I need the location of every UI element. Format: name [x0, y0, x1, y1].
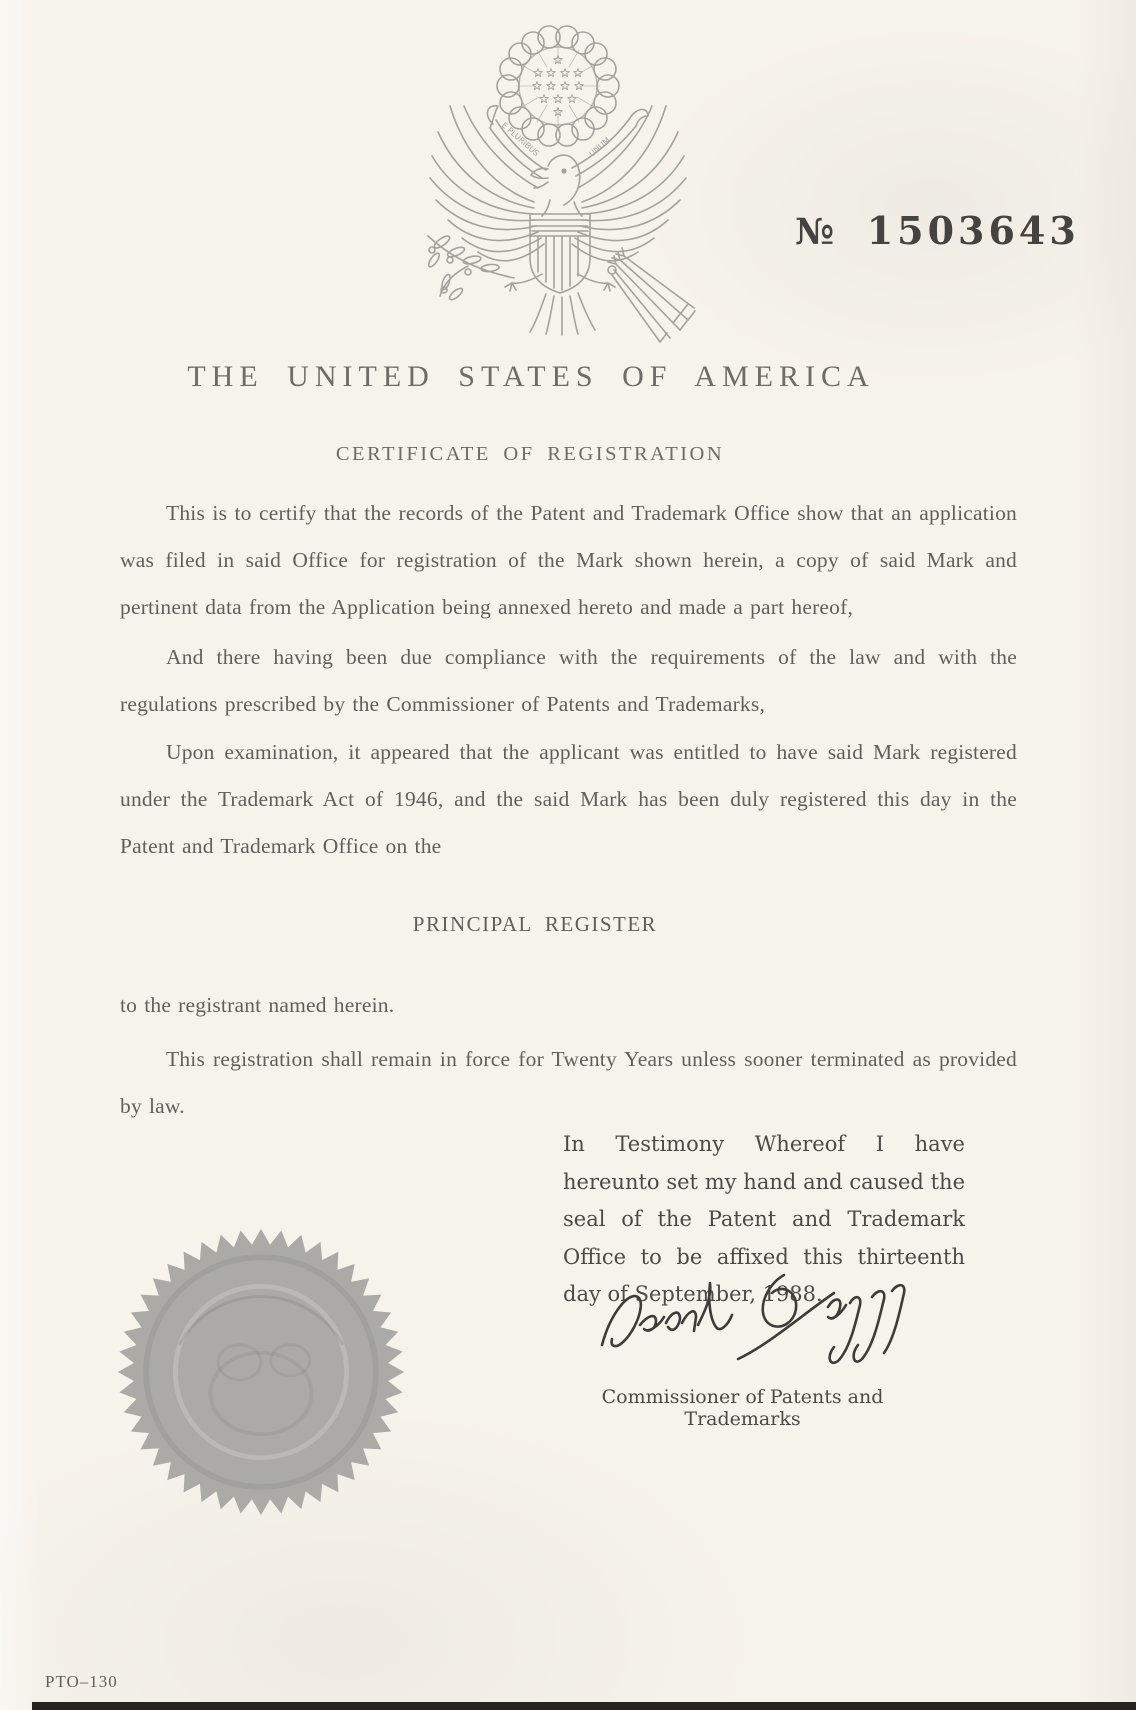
left-wing — [430, 106, 544, 261]
testimony-text: In Testimony Whereof I have hereunto set my hand and caused the seal of the Patent and Trademark Office to be affixed this thirteenth day of September, 1988. — [563, 1132, 965, 1306]
principal-register-heading: PRINCIPAL REGISTER — [412, 912, 658, 936]
eagle-emblem-icon — [398, 20, 718, 345]
form-number: PTO–130 — [45, 1672, 118, 1691]
commissioner-signature — [588, 1262, 918, 1374]
embossed-seal-icon — [115, 1226, 407, 1518]
registrant-line: to the registrant named herein. — [120, 993, 395, 1017]
page-title: THE UNITED STATES OF AMERICA — [187, 360, 875, 393]
constellation-stars — [533, 56, 584, 116]
talons — [505, 274, 615, 291]
arrows-bundle — [608, 248, 695, 342]
compliance-paragraph: And there having been due compliance with the requirements of the law and with the regulations prescribed by the Commissioner of Patents and Trademarks, — [120, 645, 1017, 716]
examination-paragraph: Upon examination, it appeared that the applicant was entitled to have said Mark registered under the Trademark Act of 1946, and the said Mark has been duly registered this day in the Patent and Trademark Office on the — [120, 740, 1017, 858]
certify-paragraph: This is to certify that the records of the Patent and Trademark Office show that an application was filed in said Office for registration of the Mark shown herein, a copy of said Mark and pertinent data from the Application being annexed hereto and made a part hereof, — [120, 501, 1017, 619]
page-subtitle: CERTIFICATE OF REGISTRATION — [335, 443, 725, 465]
embossed-seal — [115, 1226, 407, 1518]
shield — [530, 214, 590, 293]
registration-number-value: 1503643 — [866, 208, 1080, 253]
right-wing — [572, 106, 686, 261]
numero-sign: № — [795, 211, 836, 253]
scan-edge-bar — [32, 1702, 1136, 1710]
commissioner-title: Commissioner of Patents and Trademarks — [601, 1386, 884, 1430]
signature-icon — [588, 1262, 918, 1374]
registration-number — [795, 208, 1095, 253]
motto-ribbon — [487, 106, 648, 178]
great-seal-emblem — [398, 20, 718, 345]
motto-right-text: UNUM — [587, 135, 612, 159]
tail-feathers — [530, 293, 595, 335]
duration-paragraph: This registration shall remain in force for Twenty Years unless sooner terminated as provided by law. — [120, 1047, 1017, 1118]
motto-left-text: E PLURIBUS — [499, 120, 541, 159]
